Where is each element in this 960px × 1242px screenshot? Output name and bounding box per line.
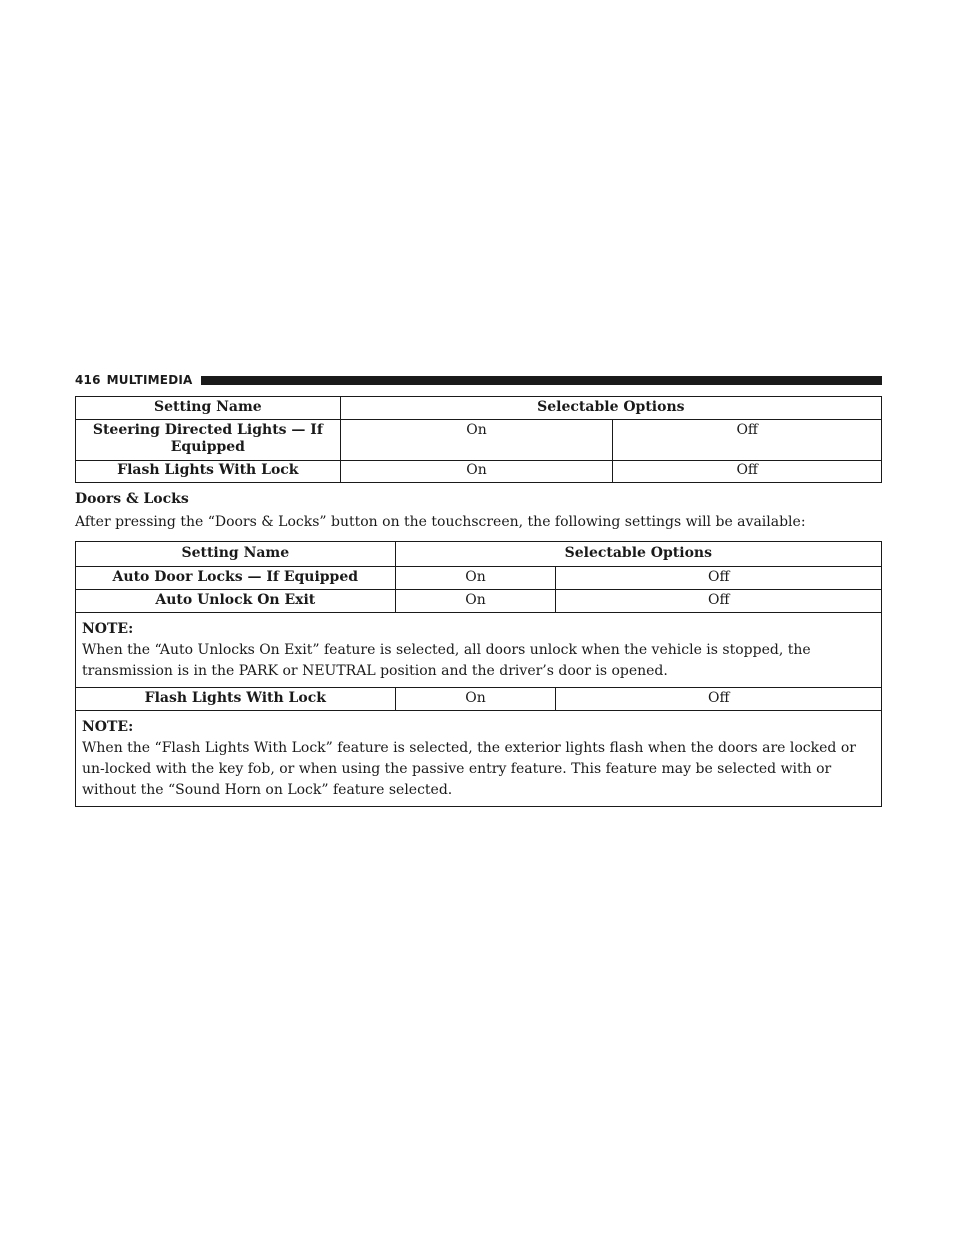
option-off: Off: [556, 590, 882, 613]
note-label: NOTE:: [82, 719, 134, 735]
table-row: [76, 567, 882, 590]
page-header-label: [75, 373, 193, 387]
note-label: NOTE:: [82, 621, 134, 637]
note-text: When the “Auto Unlocks On Exit” feature is selected, all doors unlock when the vehicle is stopped, the transmission is in the PARK or NEUTRAL position and the driver’s door is opened.: [82, 642, 811, 679]
page-number: 416: [75, 373, 101, 387]
table-row: [76, 461, 882, 483]
option-off: Off: [613, 420, 882, 461]
column-header-selectable-options: Selectable Options: [340, 397, 881, 420]
column-header-setting-name: Setting Name: [76, 542, 396, 567]
lights-settings-table: [75, 396, 882, 483]
page-header: [75, 373, 882, 387]
option-off: Off: [613, 461, 882, 483]
option-on: On: [395, 567, 556, 590]
note-row: [76, 711, 882, 807]
table-row: [76, 420, 882, 461]
option-off: Off: [556, 688, 882, 711]
setting-name: Flash Lights With Lock: [76, 461, 341, 483]
table-header-row: [76, 397, 882, 420]
setting-name: Steering Directed Lights — If Equipped: [76, 420, 341, 461]
table-header-row: [76, 542, 882, 567]
option-on: On: [340, 461, 613, 483]
table-row: [76, 688, 882, 711]
option-on: On: [395, 688, 556, 711]
option-on: On: [340, 420, 613, 461]
header-rule: [201, 376, 882, 385]
option-off: Off: [556, 567, 882, 590]
setting-name: Auto Door Locks — If Equipped: [76, 567, 396, 590]
note-cell: [76, 711, 882, 807]
table-row: [76, 590, 882, 613]
doors-locks-settings-table: [75, 541, 882, 807]
column-header-setting-name: Setting Name: [76, 397, 341, 420]
note-text: When the “Flash Lights With Lock” feature is selected, the exterior lights flash when the doors are locked or un-locked with the key fob, or when using the passive entry feature. This feature may be selected with or without the “Sound Horn on Lock” feature selected.: [82, 740, 856, 798]
column-header-selectable-options: Selectable Options: [395, 542, 881, 567]
setting-name: Auto Unlock On Exit: [76, 590, 396, 613]
section-title: MULTIMEDIA: [106, 373, 193, 387]
doors-locks-intro: After pressing the “Doors & Locks” button on the touchscreen, the following settings will be available:: [75, 514, 806, 530]
option-on: On: [395, 590, 556, 613]
note-cell: [76, 613, 882, 688]
note-row: [76, 613, 882, 688]
doors-locks-heading: Doors & Locks: [75, 491, 189, 507]
setting-name: Flash Lights With Lock: [76, 688, 396, 711]
